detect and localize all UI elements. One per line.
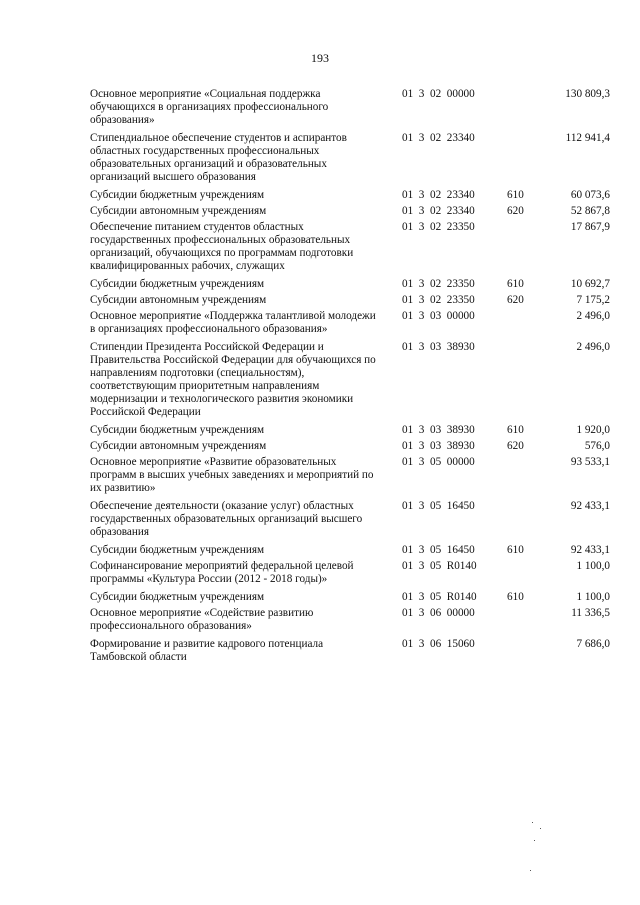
row-amount: 7 686,0 bbox=[576, 638, 610, 650]
scan-speck bbox=[534, 840, 535, 841]
row-code: 01 3 05 00000 bbox=[402, 456, 475, 468]
row-kvr: 610 bbox=[507, 278, 524, 290]
table-row bbox=[90, 560, 610, 586]
row-name: Субсидии бюджетным учреждениям bbox=[90, 544, 265, 556]
table-row bbox=[90, 88, 610, 127]
row-kvr: 620 bbox=[507, 205, 524, 217]
row-amount: 1 100,0 bbox=[576, 591, 610, 603]
row-name: Основное мероприятие «Поддержка талантливой молодежи в организациях профессионального образования» bbox=[90, 310, 376, 335]
row-amount: 2 496,0 bbox=[576, 341, 610, 353]
row-code: 01 3 05 R0140 bbox=[402, 560, 477, 572]
row-code: 01 3 02 00000 bbox=[402, 88, 475, 100]
row-kvr: 610 bbox=[507, 591, 524, 603]
row-amount: 7 175,2 bbox=[576, 294, 610, 306]
table-row bbox=[90, 278, 610, 291]
row-name: Основное мероприятие «Социальная поддержка обучающихся в организациях профессионального образования» bbox=[90, 88, 329, 126]
row-name: Формирование и развитие кадрового потенциала Тамбовской области bbox=[90, 638, 324, 663]
row-amount: 1 920,0 bbox=[576, 424, 610, 436]
row-amount: 52 867,8 bbox=[570, 205, 610, 217]
table-row bbox=[90, 189, 610, 202]
scan-speck bbox=[530, 870, 531, 871]
scan-speck bbox=[540, 828, 541, 829]
row-amount: 17 867,9 bbox=[570, 221, 610, 233]
row-amount: 93 533,1 bbox=[570, 456, 610, 468]
scan-speck bbox=[532, 822, 533, 823]
row-name: Субсидии бюджетным учреждениям bbox=[90, 189, 265, 201]
row-code: 01 3 06 15060 bbox=[402, 638, 475, 650]
row-name: Субсидии автономным учреждениям bbox=[90, 205, 267, 217]
row-kvr: 620 bbox=[507, 294, 524, 306]
row-name: Субсидии автономным учреждениям bbox=[90, 294, 267, 306]
row-kvr: 620 bbox=[507, 440, 524, 452]
row-code: 01 3 02 23340 bbox=[402, 132, 475, 144]
table-row bbox=[90, 341, 610, 419]
table-row bbox=[90, 607, 610, 633]
row-amount: 92 433,1 bbox=[570, 500, 610, 512]
row-code: 01 3 03 38930 bbox=[402, 440, 475, 452]
table-row bbox=[90, 221, 610, 273]
row-code: 01 3 05 R0140 bbox=[402, 591, 477, 603]
row-code: 01 3 06 00000 bbox=[402, 607, 475, 619]
budget-table bbox=[90, 88, 610, 669]
row-code: 01 3 02 23340 bbox=[402, 189, 475, 201]
row-name: Субсидии автономным учреждениям bbox=[90, 440, 267, 452]
row-name: Обеспечение деятельности (оказание услуг) областных государственных образовательных организаций высшего образования bbox=[90, 500, 363, 538]
page-number: 193 bbox=[311, 51, 329, 65]
row-kvr: 610 bbox=[507, 544, 524, 556]
table-row bbox=[90, 638, 610, 664]
row-name: Основное мероприятие «Развитие образовательных программ в высших учебных заведениях и мероприятий по их развитию» bbox=[90, 456, 374, 494]
row-code: 01 3 03 38930 bbox=[402, 424, 475, 436]
row-code: 01 3 02 23340 bbox=[402, 205, 475, 217]
row-code: 01 3 02 23350 bbox=[402, 221, 475, 233]
table-row bbox=[90, 544, 610, 557]
row-amount: 1 100,0 bbox=[576, 560, 610, 572]
row-code: 01 3 02 23350 bbox=[402, 278, 475, 290]
row-code: 01 3 03 38930 bbox=[402, 341, 475, 353]
row-code: 01 3 02 23350 bbox=[402, 294, 475, 306]
row-name: Софинансирование мероприятий федеральной целевой программы «Культура России (2012 - 2018 годы)» bbox=[90, 560, 354, 585]
table-row bbox=[90, 310, 610, 336]
row-amount: 92 433,1 bbox=[570, 544, 610, 556]
row-amount: 576,0 bbox=[584, 440, 610, 452]
row-amount: 130 809,3 bbox=[565, 88, 610, 100]
table-row bbox=[90, 456, 610, 495]
table-row bbox=[90, 132, 610, 184]
table-row bbox=[90, 591, 610, 604]
row-code: 01 3 05 16450 bbox=[402, 544, 475, 556]
row-amount: 2 496,0 bbox=[576, 310, 610, 322]
row-amount: 112 941,4 bbox=[565, 132, 610, 144]
row-name: Стипендиальное обеспечение студентов и аспирантов областных государственных профессиональных образовательных организаций и образовательных организаций высшего образования bbox=[90, 132, 347, 183]
row-amount: 60 073,6 bbox=[570, 189, 610, 201]
row-name: Субсидии бюджетным учреждениям bbox=[90, 278, 265, 290]
row-name: Субсидии бюджетным учреждениям bbox=[90, 591, 265, 603]
row-amount: 11 336,5 bbox=[571, 607, 610, 619]
row-code: 01 3 05 16450 bbox=[402, 500, 475, 512]
row-kvr: 610 bbox=[507, 424, 524, 436]
row-name: Субсидии бюджетным учреждениям bbox=[90, 424, 265, 436]
row-amount: 10 692,7 bbox=[570, 278, 610, 290]
row-code: 01 3 03 00000 bbox=[402, 310, 475, 322]
row-name: Стипендии Президента Российской Федерации и Правительства Российской Федерации для обучающихся по направлениям подготовки (специальностям), соответствующим приоритетным направлениям модернизации и технологического развития экономики Российской Федерации bbox=[90, 341, 376, 418]
row-name: Обеспечение питанием студентов областных государственных профессиональных образовательных организаций, обучающихся по программам подготовки квалифицированных рабочих, служащих bbox=[90, 221, 354, 272]
table-row bbox=[90, 294, 610, 307]
table-row bbox=[90, 424, 610, 437]
table-row bbox=[90, 500, 610, 539]
row-name: Основное мероприятие «Содействие развитию профессионального образования» bbox=[90, 607, 314, 632]
row-kvr: 610 bbox=[507, 189, 524, 201]
table-row bbox=[90, 440, 610, 453]
table-row bbox=[90, 205, 610, 218]
scan-specks bbox=[528, 818, 548, 878]
